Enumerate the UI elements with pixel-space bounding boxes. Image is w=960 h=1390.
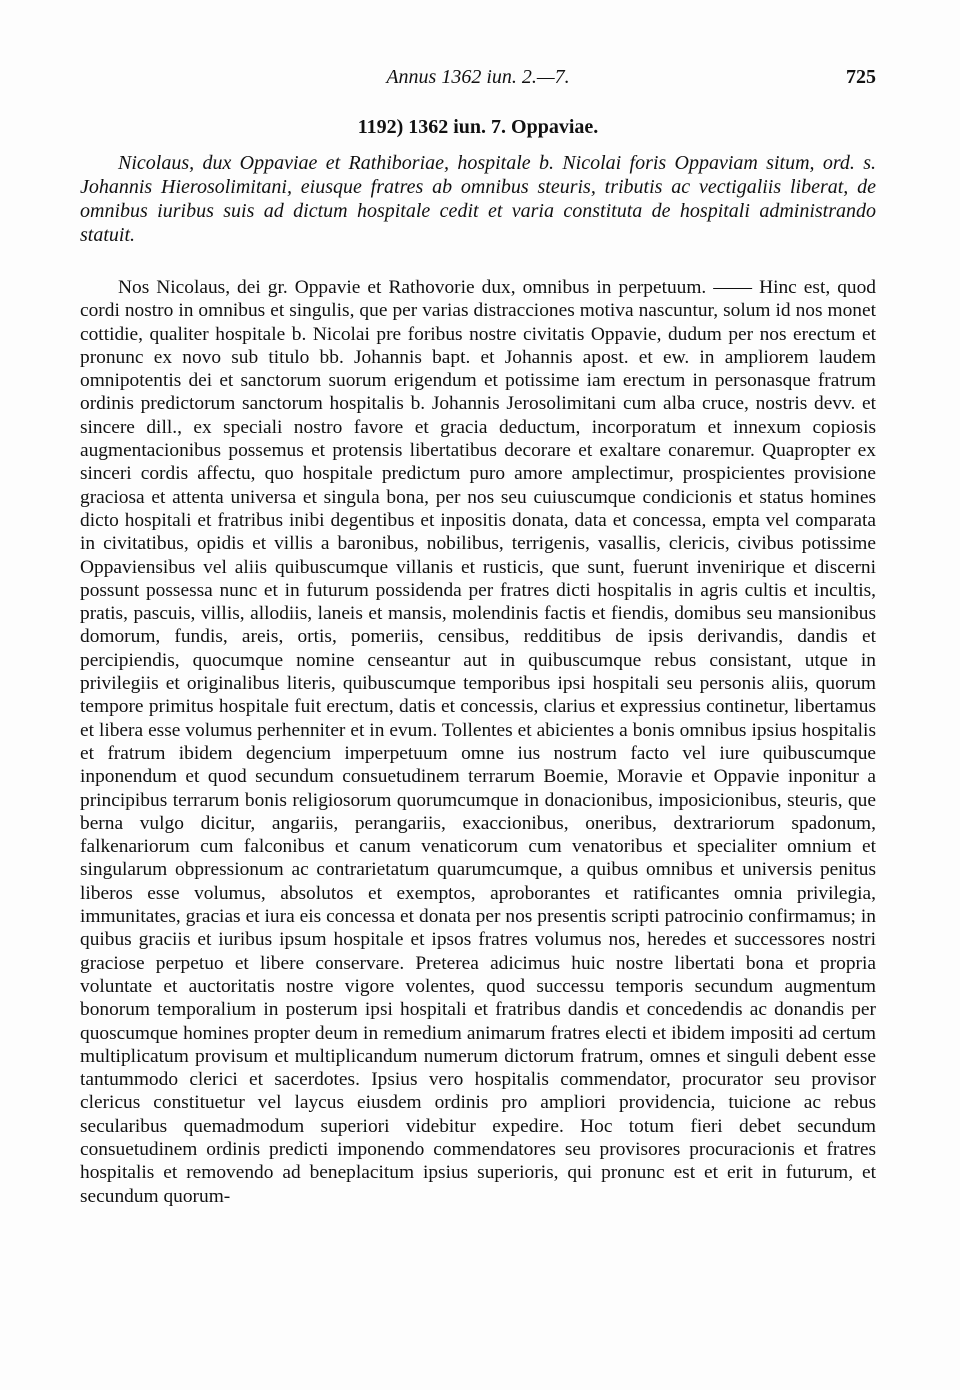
page-number: 725 xyxy=(846,66,876,88)
running-head xyxy=(80,62,876,92)
charter-text: Nos Nicolaus, dei gr. Oppavie et Rathovorie dux, omnibus in perpetuum. —— Hinc est, quod cordi nostro in omnibus et singulis, que per varias distracciones motiva nascuntur, solum id nos monet cottidie, qualiter hospitale b. Nicolai pre foribus nostre civitatis Oppavie, dudum per nos erectum et pronunc ex novo sub titulo bb. Johannis bapt. et Johannis apost. et ew. in ampliorem laudem omnipotentis dei et sanctorum suorum erigendum et potissime iam erectum in personasque fratrum ordinis predictorum sanctorum hospitalis b. Johannis Jerosolimitani cum alba cruce, nostris devv. et sincere dill., ex speciali nostro favore et gracia deductum, incorporatum et innexum copiosis augmentacionibus possemus et protensis libertatibus decorare et exaltare conaremur. Quapropter ex sinceri cordis affectu, quo hospitale predictum puro amore amplectimur, prospicientes provisione graciosa et attenta universa et singula bona, per nos seu cuiuscumque condicionis et status homines dicto hospitali et fratribus inibi degentibus et inpositis donata, data et concessa, empta vel comparata in civitatibus, opidis et villis a baronibus, nobilibus, terrigenis, vasallis, clericis, civibus potissime Oppaviensibus vel aliis quibuscumque villanis et rusticis, que sunt, fuerunt invenirique et discerni possunt possessa nunc et in futurum possidenda per fratres dicti hospitalis in agris cultis et incultis, pratis, pascuis, villis, allodiis, laneis et mansis, molendinis factis et fiendis, domibus seu mansionibus domorum, fundis, areis, ortis, pomeriis, censibus, redditibus de ipsis derivandis, dandis et percipiendis, quocumque nomine censeantur aut in quibuscumque rebus consistant, utque in privilegiis et originalibus literis, quibuscumque temporibus ipsi hospitali seu personis aliis, quorum tempore primitus hospitale fuit erectum, datis et concessis, clarius et expressius continetur, libertamus et libera esse volumus perhenniter et in evum. Tollentes et abicientes a bonis omnibus ipsius hospitalis et fratrum ibidem degencium imperpetuum omne ius nostrum facto vel iure quibuscumque inponendum et quod secundum consuetudinem terrarum Boemie, Moravie et Oppavie inponitur a principibus terrarum bonis religiosorum quorumcumque in donacionibus, imposicionibus, steuris, que berna vulgo dicitur, angariis, perangariis, exaccionibus, oneribus, dextrariorum spadonum, falkenariorum cum falconibus et canum venaticorum cum venatoribus et specialiter omnium et singularum obpressionum ac contrarietatum quarumcumque, a quibus omnibus et universis penitus liberos esse volumus, absolutos et exemptos, aproborantes et ratificantes omnia privilegia, immunitates, gracias et iura eis concessa et donata per nos presentis scripti patrocinio confirmamus; in quibus graciis et iuribus ipsum hospitale et ipsos fratres volumus nos, heredes et successores nostri graciose perpetuo et libere conservare. Preterea adicimus huic nostre libertati bona et propria voluntate et auctoritatis nostre vigore volentes, quod successu temporis secundum augmentum bonorum temporalium in posterum ipsi hospitali et fratribus dandis et concedendis ac donandis per quoscumque homines propter deum in remedium animarum fratres electi et ibidem impositi ad certum multiplicatum provisum et multiplicandum numerum dictorum fratrum, omnes et singuli debent esse tantummodo clerici et sacerdotes. Ipsius vero hospitalis commendator, procurator seu provisor clericus constituetur vel laycus eiusdem ordinis pro ampliori providencia, tuicione ac rebus secularibus quemadmodum superiori videbitur expedire. Hoc totum fieri debet secundum consuetudinem ordinis predicti imponendo commendatores seu provisores procuracionis et fratres hospitalis et removendo ad beneplacitum ipsius superioris, qui pronunc est et erit in futurum, et secundum quorum- xyxy=(80,277,876,1207)
document-heading: 1192) 1362 iun. 7. Oppaviae. xyxy=(357,116,599,138)
document-summary: Nicolaus, dux Oppaviae et Rathiboriae, hospitale b. Nicolai foris Oppaviam situm, ord. s. Johannis Hierosolimitani, eiusque fratres ab omnibus steuris, tributis ac vectigaliis liberat, de omnibus iuribus suis ad dictum hospitale cedit et varia constituta de hospitali administrando statuit. xyxy=(80,152,876,246)
running-head-title: Annus 1362 iun. 2.—7. xyxy=(386,66,570,88)
